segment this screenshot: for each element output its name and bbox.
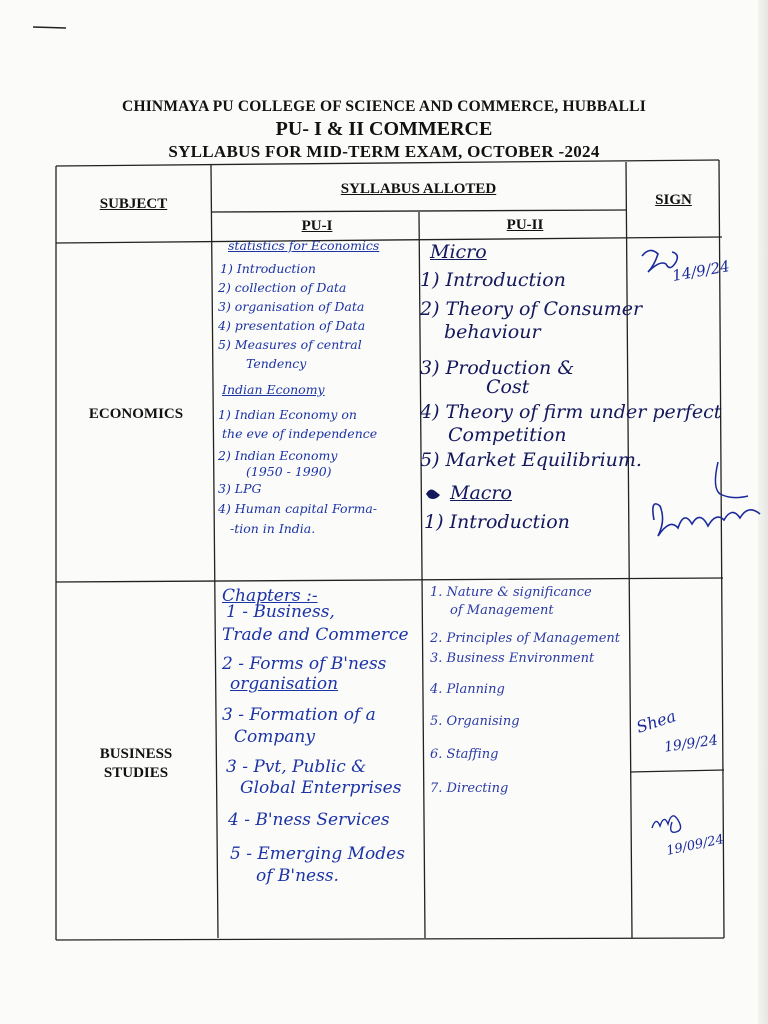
- economics-pu1-item: 2) Indian Economy: [218, 448, 338, 463]
- business-pu2-item: of Management: [450, 603, 554, 618]
- business-signature-2: [648, 806, 692, 840]
- business-pu2-item: 2. Principles of Management: [430, 631, 621, 646]
- pu1-column-header: PU-I: [301, 218, 333, 234]
- economics-pu1-item: 1) Indian Economy on: [218, 407, 357, 422]
- subject-business-studies-line1: BUSINESS: [99, 746, 173, 762]
- business-pu2-item: 1. Nature & significance: [430, 585, 592, 600]
- economics-pu1-item: 5) Measures of central: [218, 337, 362, 352]
- economics-pu2-item: 1) Introduction: [420, 269, 566, 291]
- economics-pu1-part1-title: statistics for Economics: [228, 238, 380, 253]
- economics-pu2-item: Cost: [486, 376, 530, 398]
- business-pu1-item: of B'ness.: [256, 866, 339, 886]
- business-pu2-item: 5. Organising: [430, 714, 520, 729]
- business-pu2-item: 6. Staffing: [430, 747, 499, 762]
- subject-business-studies-line2: STUDIES: [103, 765, 169, 781]
- business-pu1-item: 2 - Forms of B'ness: [222, 654, 387, 674]
- economics-pu1-item: 4) Human capital Forma-: [218, 501, 378, 516]
- economics-sign-date: 14/9/24: [670, 257, 731, 285]
- economics-pu1-item: 3) LPG: [218, 481, 262, 496]
- subject-column-header: SUBJECT: [99, 196, 168, 212]
- course-title: PU- I & II COMMERCE: [275, 118, 493, 140]
- business-pu1-title: Chapters :-: [222, 586, 318, 606]
- economics-pu1-item: -tion in India.: [230, 521, 316, 536]
- scribble-mark-icon: [424, 486, 442, 502]
- economics-pu2-item: 3) Production &: [420, 357, 575, 379]
- business-pu1-item: 3 - Pvt, Public &: [226, 757, 367, 777]
- syllabus-title: SYLLABUS FOR MID-TERM EXAM, OCTOBER -2024: [168, 142, 600, 161]
- economics-pu1-item: Tendency: [246, 356, 307, 371]
- business-pu2-item: 4. Planning: [430, 682, 505, 697]
- business-pu1-item: 4 - B'ness Services: [228, 810, 390, 830]
- business-sign2-date: 19/09/24: [665, 832, 726, 859]
- subject-economics: ECONOMICS: [88, 406, 184, 422]
- economics-pu2-macro-title: Macro: [450, 482, 512, 504]
- business-pu1-item: Company: [234, 727, 315, 747]
- business-pu1-item: organisation: [230, 674, 339, 694]
- college-name: CHINMAYA PU COLLEGE OF SCIENCE AND COMMERCE, HUBBALLI: [122, 98, 646, 115]
- business-pu1-item: 3 - Formation of a: [222, 705, 376, 725]
- economics-pu1-item: (1950 - 1990): [246, 464, 332, 479]
- business-sign1-date: 19/9/24: [663, 732, 719, 756]
- economics-pu1-item: the eve of independence: [222, 426, 378, 441]
- business-pu1-item: 1 - Business,: [226, 602, 335, 622]
- economics-pu2-item: 1) Introduction: [424, 511, 570, 533]
- economics-pu1-part2-title: Indian Economy: [222, 382, 325, 397]
- economics-pu2-item: 2) Theory of Consumer: [420, 298, 643, 320]
- economics-pu2-item: Competition: [448, 424, 567, 446]
- economics-pu1-item: 3) organisation of Data: [218, 299, 365, 314]
- pu2-column-header: PU-II: [506, 217, 544, 233]
- economics-pu2-item: 4) Theory of firm under perfect: [420, 401, 722, 423]
- business-pu1-item: Global Enterprises: [240, 778, 402, 798]
- sign-column-header: SIGN: [655, 192, 692, 208]
- business-pu2-item: 3. Business Environment: [430, 651, 595, 666]
- syllabus-column-header: SYLLABUS ALLOTED: [340, 181, 497, 197]
- economics-pu2-micro-title: Micro: [430, 241, 487, 263]
- business-pu1-item: 5 - Emerging Modes: [230, 844, 405, 864]
- economics-pu2-item: 5) Market Equilibrium.: [420, 449, 642, 471]
- business-pu1-item: Trade and Commerce: [222, 625, 409, 645]
- economics-sign-scribble: [648, 458, 764, 552]
- business-pu2-item: 7. Directing: [430, 781, 509, 796]
- economics-pu1-item: 2) collection of Data: [218, 280, 347, 295]
- economics-pu1-item: 1) Introduction: [220, 261, 316, 276]
- economics-pu1-item: 4) presentation of Data: [218, 318, 366, 333]
- economics-pu2-item: behaviour: [444, 321, 541, 343]
- business-signature-1: Shea: [634, 706, 679, 737]
